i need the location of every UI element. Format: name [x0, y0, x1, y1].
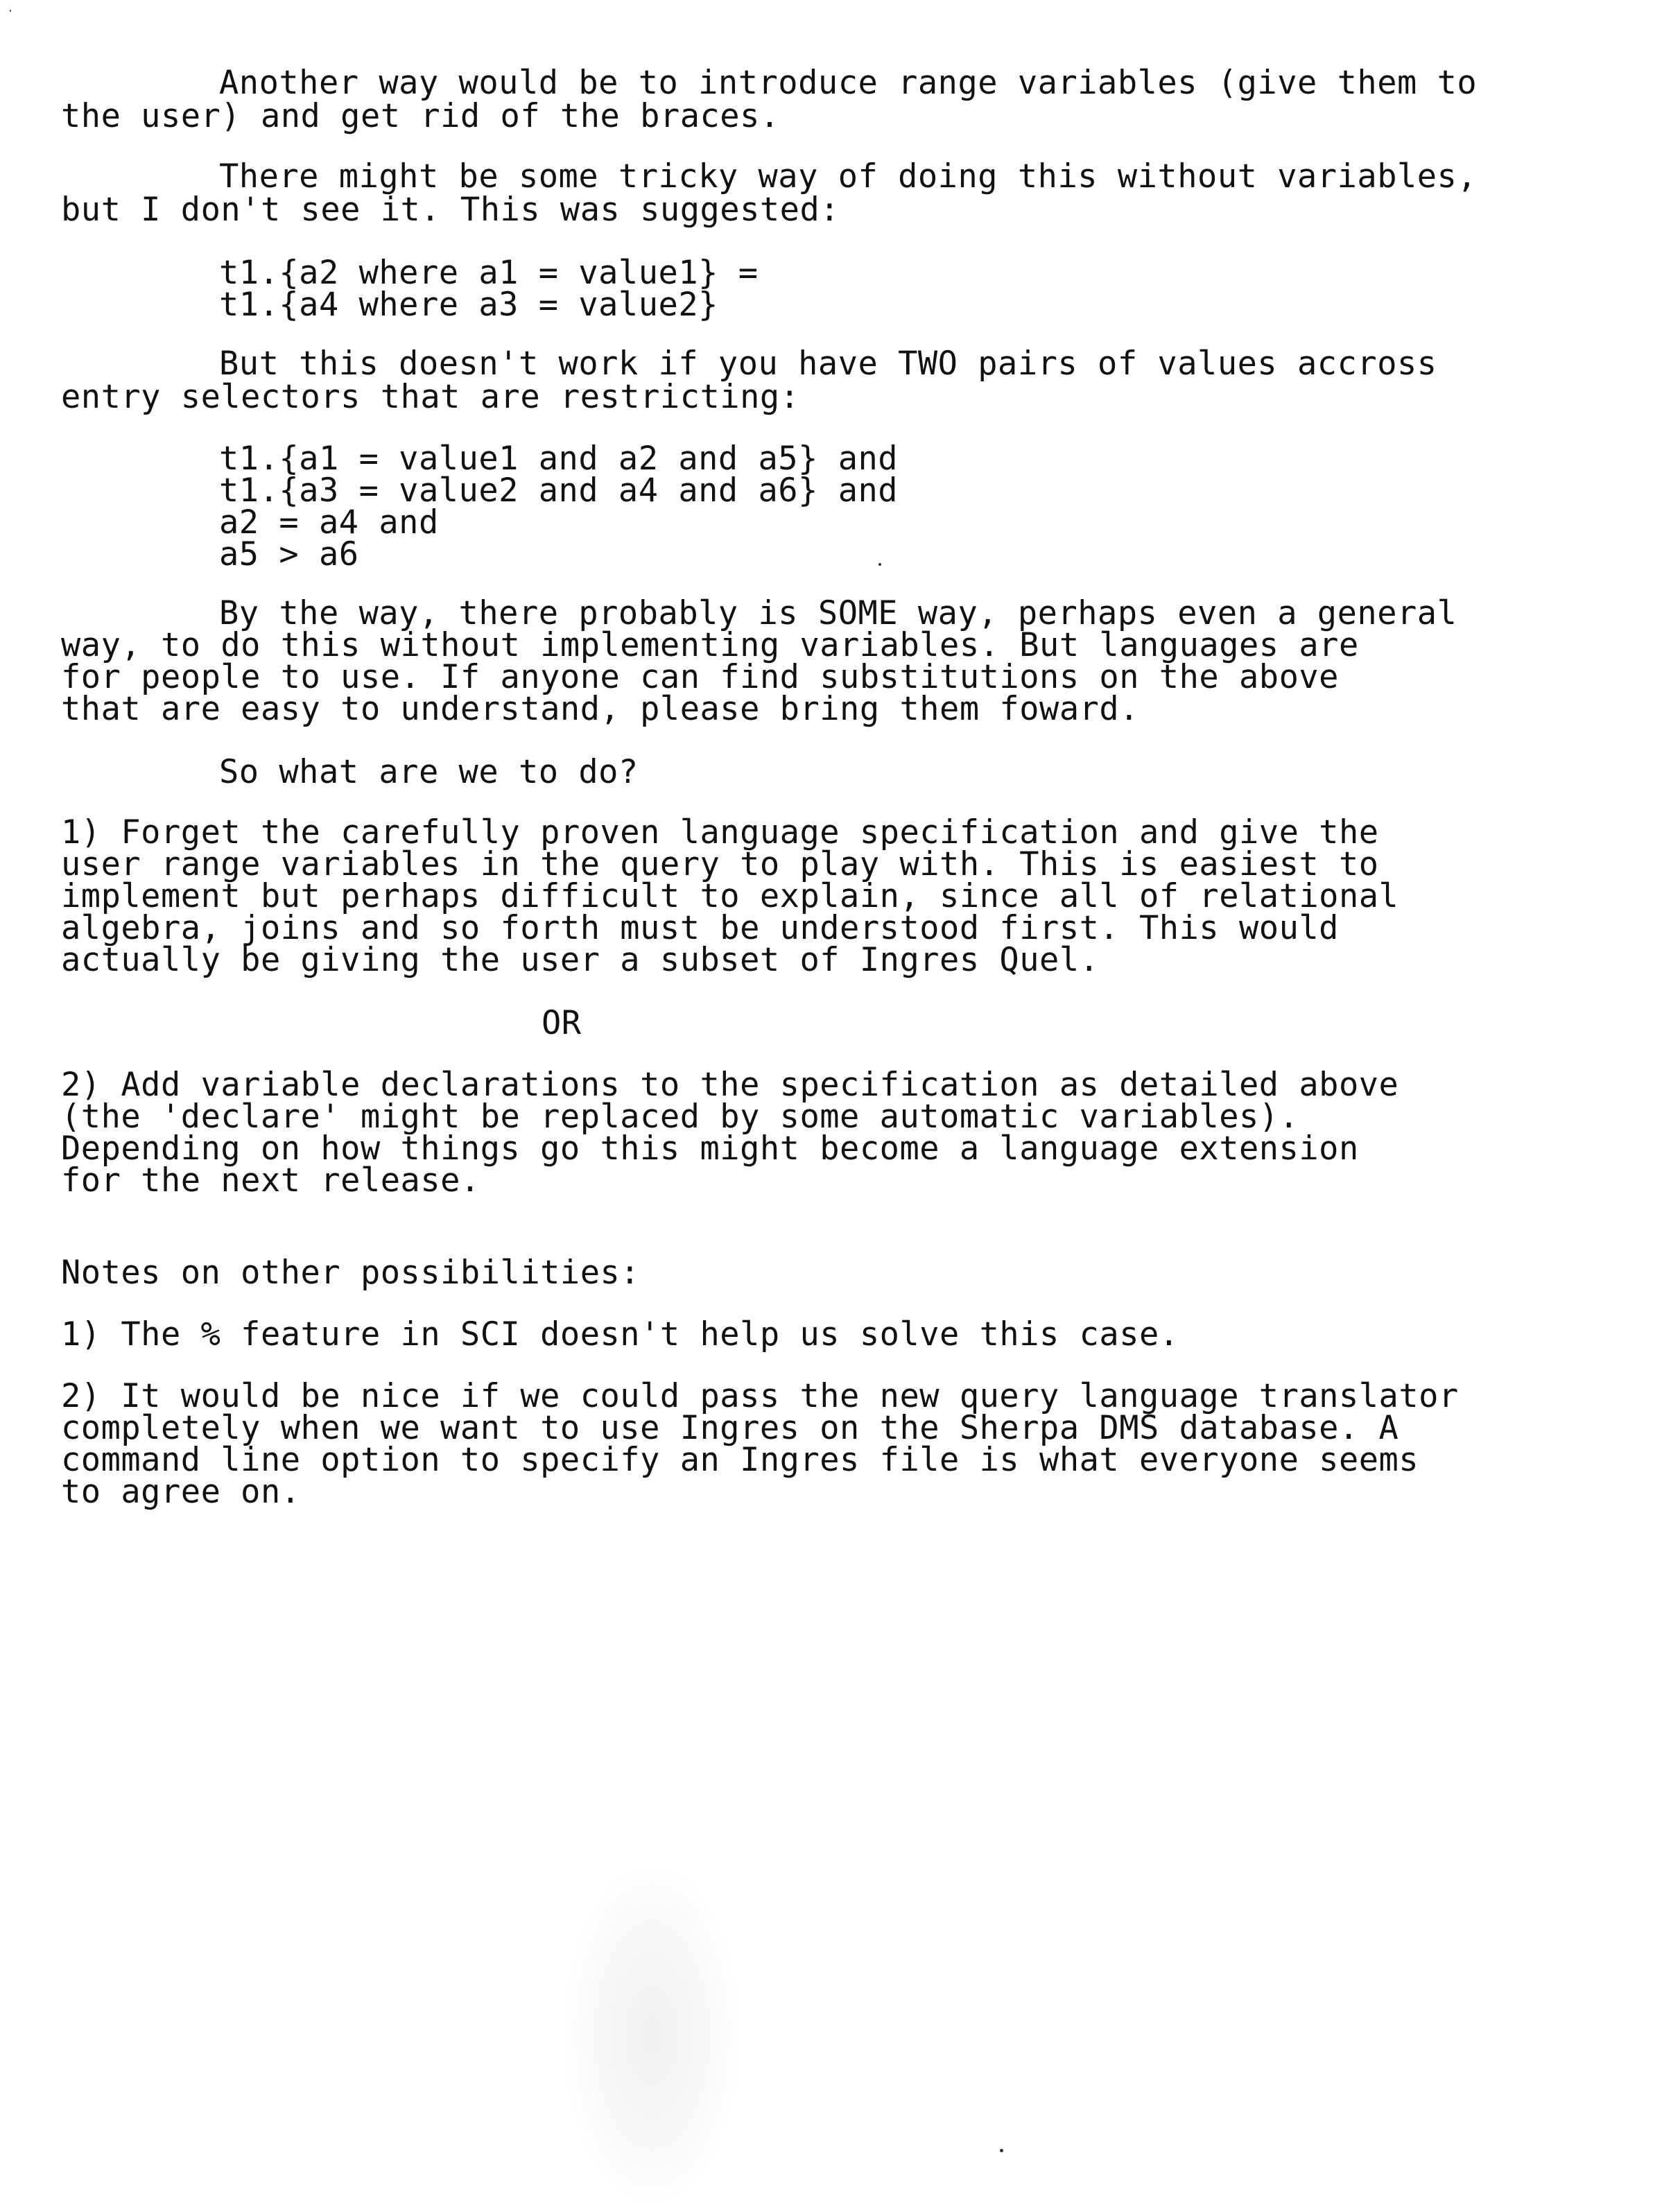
paragraph-two-pairs-line-2: entry selectors that are restricting:: [61, 378, 800, 416]
code-suggested-line-1: t1.{a2 where a1 = value1} =: [219, 254, 759, 292]
paragraph-by-the-way-line-2: way, to do this without implementing variables. But languages are: [61, 626, 1359, 664]
option-1-line-5: actually be giving the user a subset of Ingres Quel.: [61, 941, 1100, 979]
note-2-line-1: 2) It would be nice if we could pass the new query language translator: [61, 1377, 1459, 1415]
code-restricting-line-4: a5 > a6: [219, 535, 359, 573]
option-1-line-2: user range variables in the query to play with. This is easiest to: [61, 845, 1379, 883]
option-2-line-4: for the next release.: [61, 1161, 480, 1200]
note-2-line-2: completely when we want to use Ingres on the Sherpa DMS database. A: [61, 1409, 1399, 1447]
option-1-line-4: algebra, joins and so forth must be understood first. This would: [61, 909, 1339, 947]
option-2-line-3: Depending on how things go this might become a language extension: [61, 1130, 1359, 1168]
scan-smudge: [569, 1872, 735, 2198]
note-2-line-4: to agree on.: [61, 1473, 301, 1511]
paragraph-range-variables-line-2: the user) and get rid of the braces.: [61, 97, 780, 135]
paragraph-what-to-do: So what are we to do?: [219, 753, 639, 791]
code-suggested-line-2: t1.{a4 where a3 = value2}: [219, 286, 718, 324]
scan-speck: [878, 563, 881, 566]
paragraph-tricky-way-line-1: There might be some tricky way of doing this without variables,: [219, 157, 1478, 196]
option-1-line-1: 1) Forget the carefully proven language specification and give the: [61, 813, 1379, 851]
scan-speck: [10, 10, 11, 12]
option-2-line-1: 2) Add variable declarations to the specification as detailed above: [61, 1066, 1399, 1104]
separator-or: OR: [542, 1004, 582, 1042]
code-restricting-line-1: t1.{a1 = value1 and a2 and a5} and: [219, 440, 899, 478]
note-2-line-3: command line option to specify an Ingres file is what everyone seems: [61, 1441, 1419, 1479]
option-1-line-3: implement but perhaps difficult to explain, since all of relational: [61, 877, 1399, 915]
scan-speck: [1000, 2149, 1003, 2152]
paragraph-by-the-way-line-1: By the way, there probably is SOME way, perhaps even a general: [219, 594, 1457, 632]
code-restricting-line-2: t1.{a3 = value2 and a4 and a6} and: [219, 472, 899, 510]
paragraph-by-the-way-line-4: that are easy to understand, please bring them foward.: [61, 690, 1140, 728]
paragraph-two-pairs-line-1: But this doesn't work if you have TWO pairs of values accross: [219, 345, 1437, 383]
notes-heading: Notes on other possibilities:: [61, 1254, 641, 1292]
paragraph-tricky-way-line-2: but I don't see it. This was suggested:: [61, 191, 840, 229]
paragraph-range-variables-line-1: Another way would be to introduce range variables (give them to: [219, 64, 1478, 102]
note-1-line-1: 1) The % feature in SCI doesn't help us solve this case.: [61, 1315, 1179, 1354]
option-2-line-2: (the 'declare' might be replaced by some automatic variables).: [61, 1098, 1299, 1136]
paragraph-by-the-way-line-3: for people to use. If anyone can find substitutions on the above: [61, 658, 1339, 696]
code-restricting-line-3: a2 = a4 and: [219, 503, 439, 542]
